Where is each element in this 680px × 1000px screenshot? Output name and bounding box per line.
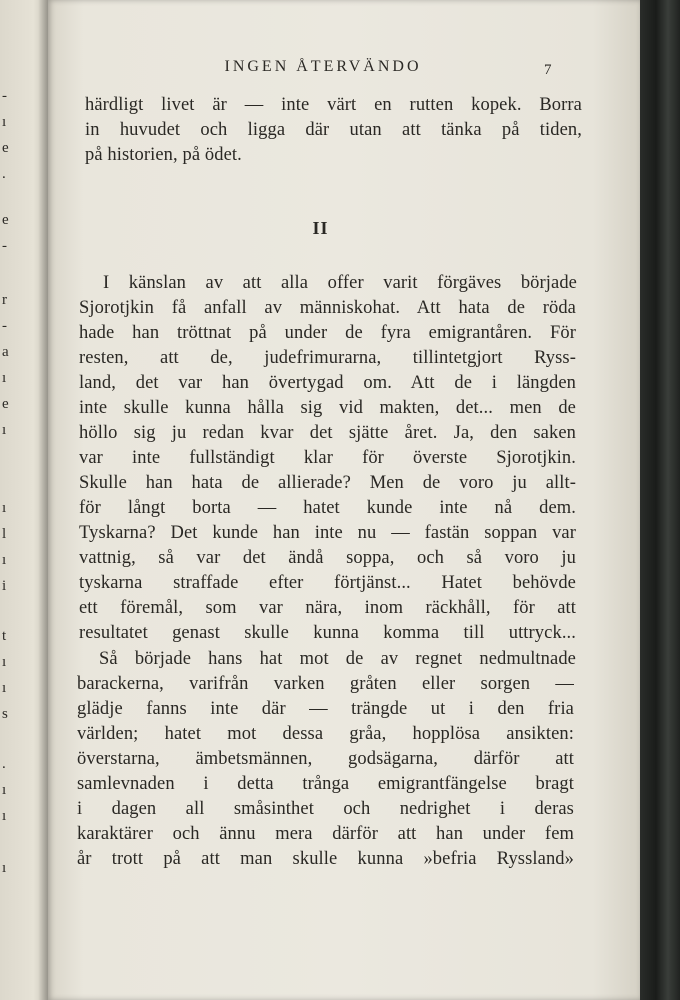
prev-page-fragment: s bbox=[2, 706, 8, 722]
text-line: på historien, på ödet. bbox=[85, 145, 242, 165]
text-line: samlevnaden i detta trånga emigrantfängelse bragt bbox=[77, 774, 574, 794]
previous-page-edge bbox=[0, 0, 48, 1000]
text-line: hade han tröttnat på under de fyra emigrantåren. För bbox=[79, 323, 576, 343]
prev-page-fragment: ı bbox=[2, 808, 7, 824]
text-line: I känslan av att alla offer varit förgäves började bbox=[103, 273, 577, 293]
prev-page-fragment: . bbox=[2, 756, 6, 772]
prev-page-fragment: ı bbox=[2, 422, 7, 438]
text-line: för långt borta — hatet kunde inte nå dem. bbox=[79, 498, 576, 518]
text-line: Så började hans hat mot de av regnet nedmultnade bbox=[99, 649, 576, 669]
text-line: Skulle han hata de allierade? Men de voro ju allt- bbox=[79, 473, 576, 493]
text-line: glädje fanns inte där — trängde ut i den fria bbox=[77, 699, 574, 719]
text-line: överstarna, ämbetsmännen, godsägarna, därför att bbox=[77, 749, 574, 769]
running-head: INGEN ÅTERVÄNDO bbox=[224, 58, 422, 75]
text-line: härdligt livet är — inte värt en rutten kopek. Borra bbox=[85, 95, 582, 115]
text-line: in huvudet och ligga där utan att tänka på tiden, bbox=[85, 120, 582, 140]
prev-page-fragment: e bbox=[2, 212, 9, 228]
prev-page-fragment: t bbox=[2, 628, 7, 644]
prev-page-fragment: i bbox=[2, 578, 7, 594]
book-binding bbox=[640, 0, 680, 1000]
text-line: vattnig, så var det ändå soppa, och så voro ju bbox=[79, 548, 576, 568]
prev-page-fragment: ı bbox=[2, 500, 7, 516]
page-number: 7 bbox=[544, 62, 552, 78]
text-line: höllo sig ju redan kvar det sjätte året. Ja, den saken bbox=[79, 423, 576, 443]
prev-page-fragment: ı bbox=[2, 552, 7, 568]
section-heading: II bbox=[312, 218, 329, 238]
text-line: år trott på att man skulle kunna »befria Ryssland» bbox=[77, 849, 574, 869]
prev-page-fragment: ı bbox=[2, 860, 7, 876]
book-gutter bbox=[38, 0, 48, 1000]
prev-page-fragment: - bbox=[2, 318, 7, 334]
text-line: resten, att de, judefrimurarna, tillintetgjort Ryss- bbox=[79, 348, 576, 368]
text-line: var inte fullständigt klar för överste Sjorotjkin. bbox=[79, 448, 576, 468]
text-line: tyskarna straffade efter förtjänst... Hatet behövde bbox=[79, 573, 576, 593]
prev-page-fragment: e bbox=[2, 140, 9, 156]
text-line: Tyskarna? Det kunde han inte nu — fastän soppan var bbox=[79, 523, 576, 543]
prev-page-fragment: - bbox=[2, 88, 7, 104]
prev-page-fragment: - bbox=[2, 238, 7, 254]
prev-page-fragment: ı bbox=[2, 680, 7, 696]
text-line: världen; hatet mot dessa gråa, hopplösa ansikten: bbox=[77, 724, 574, 744]
prev-page-fragment: ı bbox=[2, 782, 7, 798]
prev-page-fragment: a bbox=[2, 344, 9, 360]
prev-page-fragment: ı bbox=[2, 114, 7, 130]
text-line: resultatet genast skulle kunna komma till uttryck... bbox=[79, 623, 576, 643]
text-line: land, det var han övertygad om. Att de i längden bbox=[79, 373, 576, 393]
text-line: barackerna, varifrån varken gråten eller sorgen — bbox=[77, 674, 574, 694]
text-line: i dagen all småsinthet och nedrighet i deras bbox=[77, 799, 574, 819]
prev-page-fragment: r bbox=[2, 292, 7, 308]
prev-page-fragment: ı bbox=[2, 654, 7, 670]
text-line: Sjorotjkin få anfall av människohat. Att hata de röda bbox=[79, 298, 576, 318]
text-line: ett föremål, som var nära, inom räckhåll, för att bbox=[79, 598, 576, 618]
prev-page-fragment: l bbox=[2, 526, 7, 542]
prev-page-fragment: . bbox=[2, 166, 6, 182]
text-line: karaktärer och ännu mera därför att han under fem bbox=[77, 824, 574, 844]
text-line: inte skulle kunna hålla sig vid makten, det... men de bbox=[79, 398, 576, 418]
prev-page-fragment: ı bbox=[2, 370, 7, 386]
book-page bbox=[48, 0, 640, 1000]
prev-page-fragment: e bbox=[2, 396, 9, 412]
